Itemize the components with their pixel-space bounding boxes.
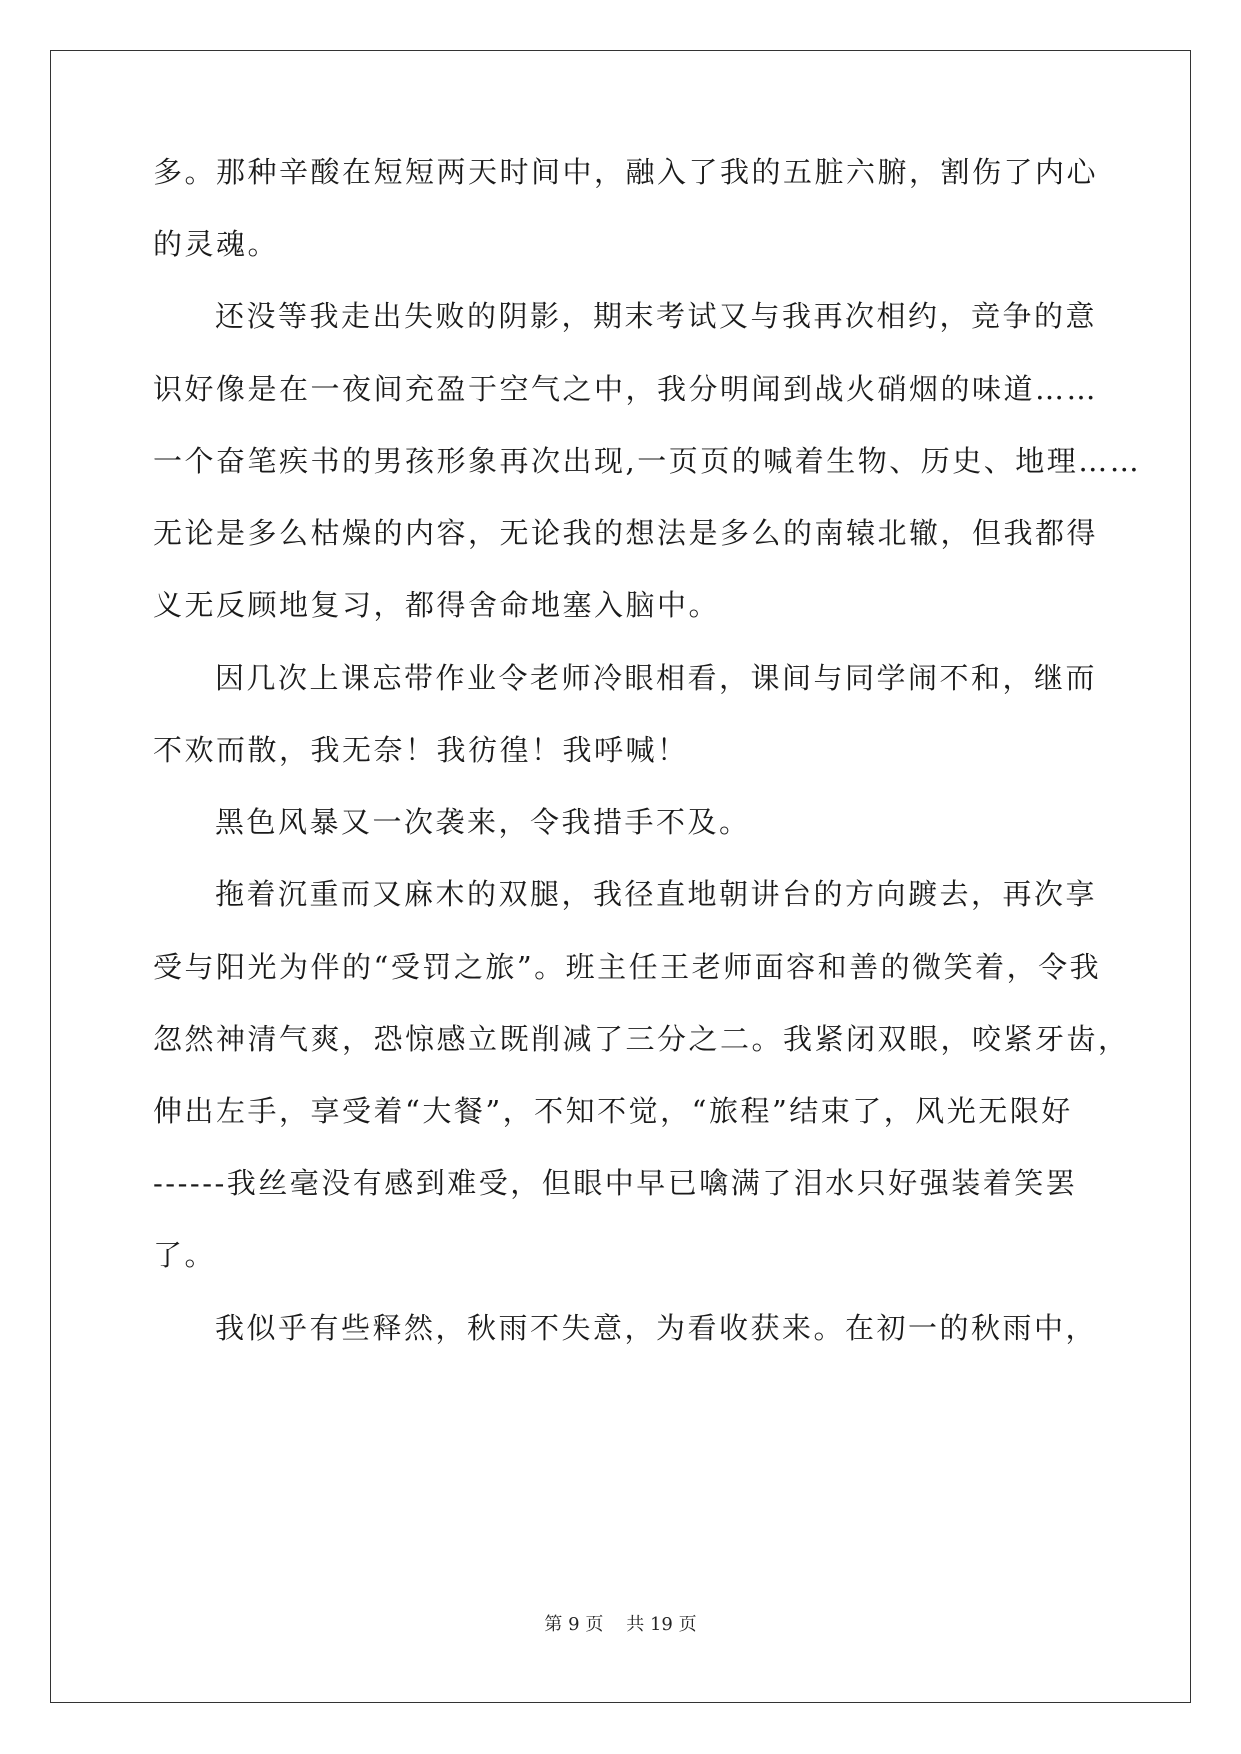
total-pages: 共 19 页 bbox=[626, 1614, 697, 1635]
text-line: 义无反顾地复习，都得舍命地塞入脑中。 bbox=[153, 588, 721, 622]
text-line: 忽然神清气爽，恐惊感立既削减了三分之二。我紧闭双眼，咬紧牙齿， bbox=[153, 1022, 1130, 1056]
text-line: 一个奋笔疾书的男孩形象再次出现,一页页的喊着生物、历史、地理…… bbox=[153, 444, 1142, 478]
text-line: 了。 bbox=[153, 1238, 217, 1272]
text-line: 的灵魂。 bbox=[153, 227, 280, 261]
text-line: ------我丝毫没有感到难受，但眼中早已噙满了泪水只好强装着笑罢 bbox=[153, 1166, 1078, 1200]
paragraph-start-line: 因几次上课忘带作业令老师冷眼相看，课间与同学闹不和，继而 bbox=[215, 661, 1098, 695]
page-number: 第 9 页 bbox=[544, 1614, 604, 1635]
text-line: 受与阳光为伴的“受罚之旅”。班主任王老师面容和善的微笑着，令我 bbox=[153, 950, 1102, 984]
paragraph-start-line: 还没等我走出失败的阴影，期末考试又与我再次相约，竞争的意 bbox=[215, 299, 1098, 333]
text-line: 不欢而散，我无奈！我彷徨！我呼喊！ bbox=[153, 733, 689, 767]
paragraph-start-line: 拖着沉重而又麻木的双腿，我径直地朝讲台的方向踱去，再次享 bbox=[215, 877, 1098, 911]
paragraph-start-line: 黑色风暴又一次袭来，令我措手不及。 bbox=[215, 805, 751, 839]
text-line: 识好像是在一夜间充盈于空气之中，我分明闻到战火硝烟的味道…… bbox=[153, 372, 1099, 406]
text-line: 无论是多么枯燥的内容，无论我的想法是多么的南辕北辙，但我都得 bbox=[153, 516, 1099, 550]
page-footer bbox=[0, 1614, 1241, 1636]
text-line: 伸出左手，享受着“大餐”，不知不觉，“旅程”结束了，风光无限好 bbox=[153, 1094, 1073, 1128]
paragraph-start-line: 我似乎有些释然，秋雨不失意，为看收获来。在初一的秋雨中， bbox=[215, 1311, 1098, 1345]
text-line: 多。那种辛酸在短短两天时间中，融入了我的五脏六腑，割伤了内心 bbox=[153, 155, 1099, 189]
